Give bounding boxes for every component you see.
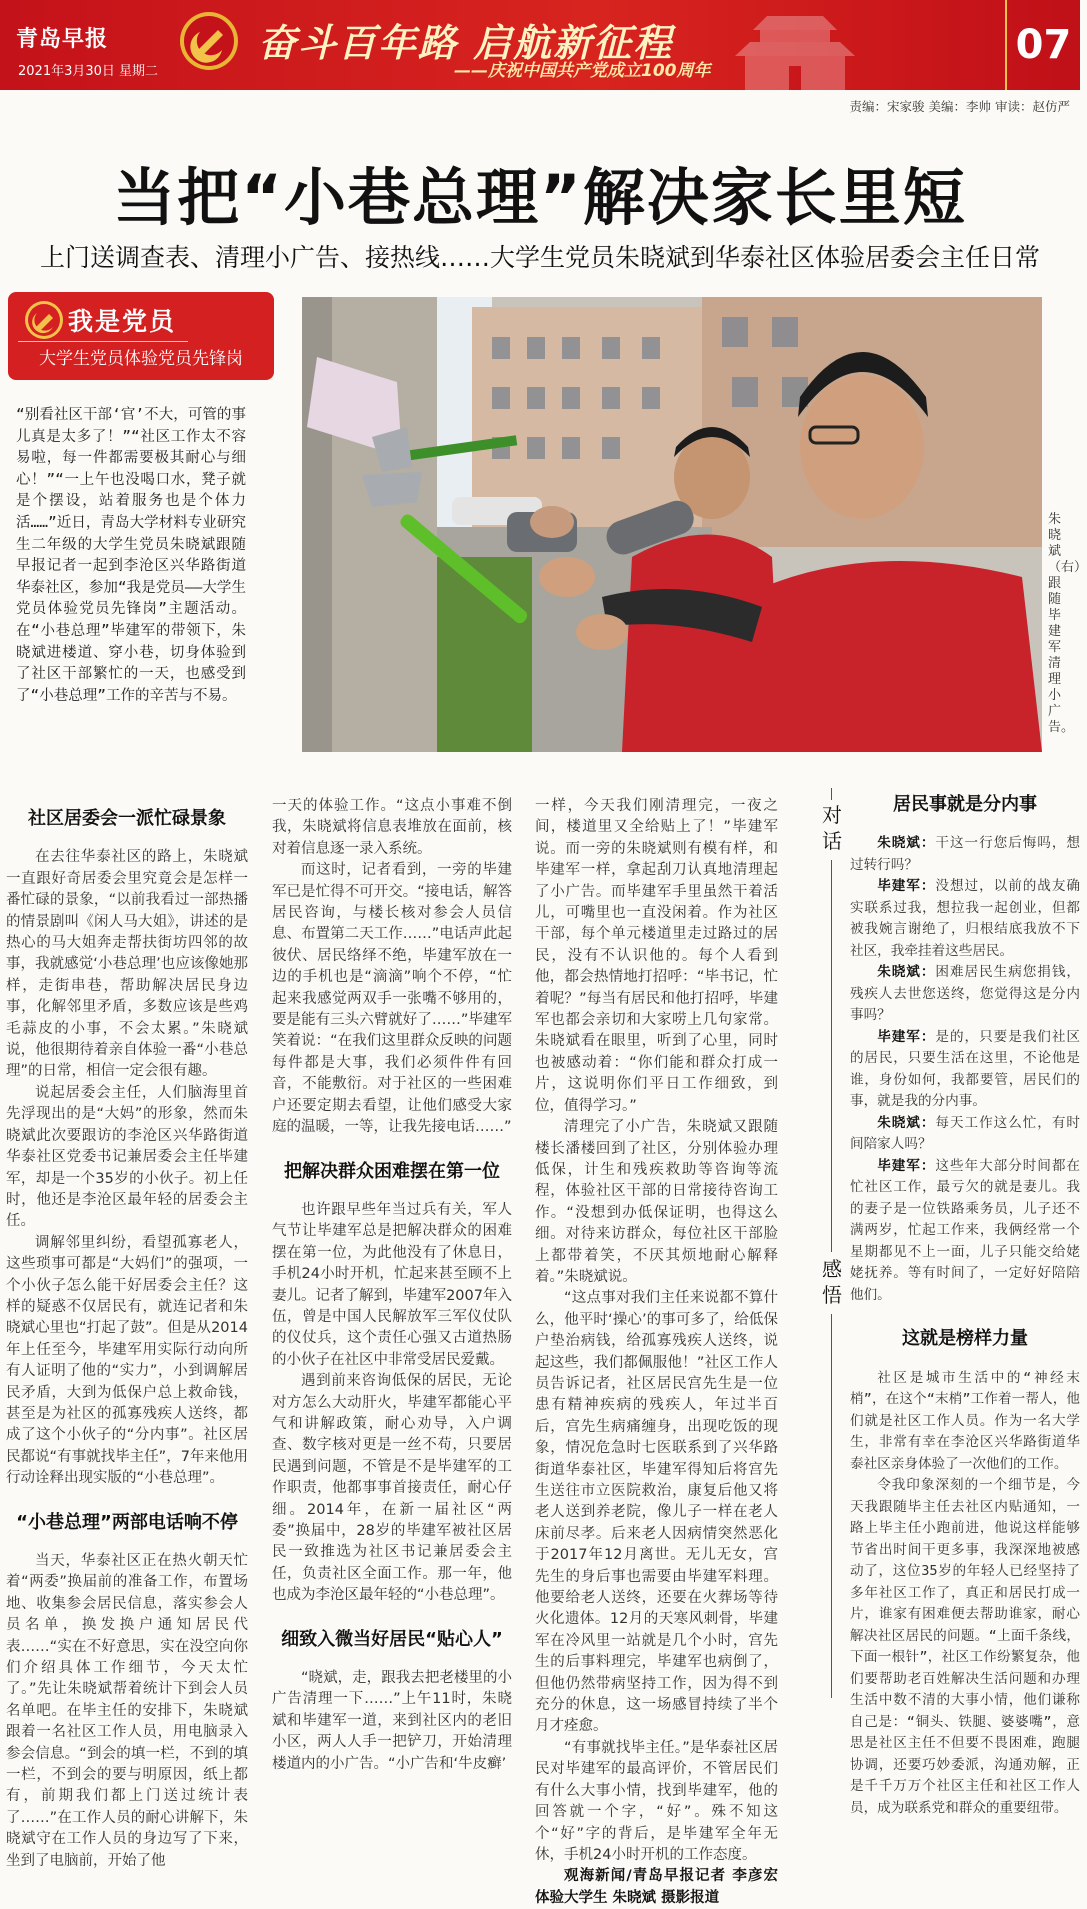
paragraph: 清理完了小广告，朱晓斌又跟随楼长潘楼回到了社区，分别体验办理低保，计生和残疾救助等咨询等流程，体验社区干部的日常接待咨询工作。“没想到办低保证明，也得这么细。对待来访群众，每位社区干部脸上都带着笑，不厌其烦地耐心解释着。”朱晓斌说。 [535, 1119, 778, 1285]
section-heading: 细致入微当好居民“贴心人” [281, 1628, 503, 1650]
paragraph: 而这时，记者看到，一旁的毕建军已是忙得不可开交。“接电话，解答居民咨询，与楼长核对参会人员信息、布置第二天工作……”电话声此起彼伏、居民络绎不绝，毕建军放在一边的手机也是“滴滴”响个不停，“忙起来我感觉两双手一张嘴不够用的，要是能有三头六臂就好了……”毕建军笑着说：“在我们这里群众反映的问题每件都是大事，我们必须件件有回音，不能敷衍。对于社区的一些困难户还要定期去看望，让他们感受大家庭的温暖，一等，让我先接电话……” [272, 862, 512, 1136]
paragraph: “晓斌，走，跟我去把老楼里的小广告清理一下……”上午11时，朱晓斌和毕建军一道，来到社区内的老旧小区，两人人手一把铲刀，开始清理楼道内的小广告。“小广告和‘牛皮癣’ [272, 1670, 512, 1772]
section-heading: 居民事就是分内事 [893, 794, 1037, 815]
paragraph: 也许跟早些年当过兵有关，军人气节让毕建军总是把解决群众的困难摆在第一位，为此他没有了休息日，手机24小时开机，忙起来甚至顾不上妻儿。记者了解到，毕建军2007年入伍，曾是中国人民解放军三军仪仗队的仪仗兵，这个责任心强又古道热肠的小伙子在社区中非常受居民爱戴。 [272, 1201, 512, 1368]
section-heading: 社区居委会一派忙碌景象 [28, 808, 226, 829]
masthead [0, 0, 1080, 90]
article-column-2 [272, 796, 512, 1772]
paragraph: 社区是城市生活中的“神经末梢”，在这个“末梢”工作着一帮人，他们就是社区工作人员。作为一名大学生，非常有幸在李沧区兴华路街道华泰社区亲身体验了一次他们的工作。 [850, 1369, 1080, 1472]
divider-line [831, 1314, 832, 1698]
article-column-3 [535, 796, 778, 1906]
paragraph: 在去往华泰社区的路上，朱晓斌一直跟好奇居委会里究竟会是怎样一番忙碌的景象，“以前我看过一部热播的情景剧叫《闲人马大姐》，讲述的是热心的马大姐奔走帮扶街坊四邻的故事，我就感觉‘小巷总理’也应该像她那样，走街串巷，帮助解决居民身边事，化解邻里矛盾，多数应该是些鸡毛蒜皮的小事，不会太累。”朱晓斌说，他很期待着亲自体验一番“小巷总理”的日常，相信一定会很有趣。 [6, 849, 248, 1080]
sub-slogan: ——庆祝中国共产党成立100周年 [454, 61, 711, 81]
divider-line [831, 860, 832, 1240]
lede-paragraph: “别看社区干部‘官’不大，可管的事儿真是太多了！”“社区工作太不容易啦，每一件都需要极其耐心与细心！”“一上午也没喝口水，凳子就是个摆设，站着服务也是个体力活……”近日，青岛大学材料专业研究生二年级的大学生党员朱晓斌跟随早报记者一起到李沧区兴华路街道华泰社区，参加“我是党员——大学生党员体验党员先锋岗”主题活动。在“小巷总理”毕建军的带领下，朱晓斌进楼道、穿小巷，切身体验到了社区干部繁忙的一天，也感受到了“小巷总理”工作的辛苦与不易。 [16, 407, 246, 704]
headline: 当把“小巷总理”解决家长里短 [113, 161, 967, 234]
tiananmen-gate-icon [725, 4, 865, 90]
page-number: 07 [1005, 0, 1080, 90]
divider-line [831, 1240, 832, 1252]
paragraph: 当天，华泰社区正在热火朝天忙着“两委”换届前的准备工作，布置场地、收集参会居民信息，落实参会人员名单，换发换户通知居民代表……“实在不好意思，实在没空向你们介绍具体工作细节，今天太忙了。”先让朱晓斌帮着统计下到会人员名单吧。在毕主任的安排下，朱晓斌跟着一名社区工作人员，用电脑录入参会信息。“到会的填一栏，不到的填一栏，不到会的要与明原因，纸上都有，前期我们都上门送过统计表了……”在工作人员的耐心讲解下，朱晓斌守在工作人员的身边写了下来，坐到了电脑前，开始了他 [6, 1553, 248, 1869]
byline: 观海新闻/青岛早报记者 李彦宏 体验大学生 朱晓斌 摄影报道 [535, 1868, 778, 1906]
section-badge [8, 292, 274, 380]
dialogue-line: 朱晓斌：困难居民生病您捐钱，残疾人去世您送终，您觉得这是分内事吗？ [850, 964, 1081, 1024]
dialogue-label: 对话 [822, 803, 842, 853]
news-photo [302, 297, 1042, 752]
party-emblem-icon [178, 10, 240, 72]
paragraph: 令我印象深刻的一个细节是，今天我跟随毕主任去社区内贴通知，一路上毕主任小跑前进，他说这样能够节省出时间干更多事，我深深地被感动了，这位35岁的年轻人已经坚持了多年社区工作了，真正和居民打成一片，谁家有困难便去帮助谁家，耐心解决社区居民的问题。“上面千条线，下面一根针”，社区工作纷繁复杂，他们要帮助老百姓解决生活问题和办理生活中数不清的大事小情，他们谦称自己是：“铜头、铁腿、婆婆嘴”，意思是社区主任不但要不畏困难，跑腿协调，还要巧妙委派，沟通劝解，正是千千万万个社区主任和社区工作人员，成为联系党和群众的重要纽带。 [850, 1477, 1080, 1816]
newspaper-name: 青岛早报 [16, 27, 109, 52]
dialogue-line: 毕建军：是的，只要是我们社区的居民，只要生活在这里，不论他是谁，身份如何，我都要管，居民们的事，就是我的分内事。 [850, 1028, 1081, 1110]
subheadline: 上门送调查表、清理小广告、接热线……大学生党员朱晓斌到华泰社区体验居委会主任日常 [39, 243, 1040, 272]
paragraph: 调解邻里纠纷，看望孤寡老人，这些琐事可都是“大妈们”的强项，一个小伙子怎么能干好居委会主任？这样的疑惑不仅居民有，就连记者和朱晓斌心里也“打起了鼓”。但是从2014年上任至今，毕建军用实际行动向所有人证明了他的“实力”，小到调解居民矛盾，大到为低保户总上救命钱，甚至是为社区的孤寡残疾人送终，都成了这个小伙子的“分内事”。社区居民都说“有事就找毕主任”，7年来他用行动诠释出现实版的“小巷总理”。 [6, 1234, 248, 1487]
paragraph: 一样，今天我们刚清理完，一夜之间，楼道里又全给贴上了！”毕建军说。而一旁的朱晓斌则有模有样，和毕建军一样，拿起刮刀认真地清理起了小广告。而毕建军手里虽然干着活儿，可嘴里也一直没闲着。作为社区干部，每个单元楼道里走过路过的居民，没有不认识他的。每个人看到他，都会热情地打招呼：“毕书记，忙着呢？”每当有居民和他打招呼，毕建军也都会亲切和大家唠上几句家常。朱晓斌看在眼里，听到了心里，同时也被感动着：“你们能和群众打成一片，这说明你们平日工作细致，到位，值得学习。” [535, 798, 778, 1114]
section-heading: 这就是榜样力量 [902, 1328, 1028, 1350]
hammer-sickle-icon [24, 300, 64, 340]
paragraph: “这点事对我们主任来说都不算什么，他平时‘操心’的事可多了，给低保户垫治病钱，给孤寡残疾人送终，说起这些，我们都佩服他！”社区工作人员告诉记者，社区居民宫先生是一位患有精神疾病的残疾人，年过半百后，宫先生病痛缠身，出现吃饭的现象，情况危急时七医联系到了兴华路街道华泰社区，毕建军得知后将宫先生送往市立医院救治，康复后他又将老人送到养老院，像儿子一样在老人床前尽孝。后来老人因病情突然恶化于2017年12月离世。无儿无女，宫先生的身后事也需要由毕建军料理。他要给老人送终，还要在火葬场等待火化遗体。12月的天寒风刺骨，毕建军在冷风里一站就是几个小时，宫先生的后事料理完，毕建军也病倒了，但他仍然带病坚持工作，因为得不到充分的休息，这一场感冒持续了半个月才痊愈。 [535, 1290, 778, 1735]
section-heading: 把解决群众困难摆在第一位 [284, 1160, 500, 1182]
section-subtitle: 大学生党员体验党员先锋岗 [39, 349, 243, 369]
sidebar-column [850, 794, 1081, 1816]
paragraph: 一天的体验工作。“这点小事难不倒我，朱晓斌将信息表堆放在面前，核对着信息逐一录入系统。 [272, 798, 512, 857]
photo-caption: 朱晓斌（右）跟随毕建军清理小广告。 [1048, 512, 1087, 735]
reflection-label: 感悟 [822, 1257, 842, 1307]
section-title: 我是党员 [68, 302, 176, 338]
paragraph: 遇到前来咨询低保的居民，无论对方怎么大动肝火，毕建军都能心平气和讲解政策，耐心劝导，入户调查、数字核对更是一丝不苟，只要居民遇到问题，不管是不是毕建军的工作职责，他都事事首接责任，耐心仔细。2014年，在新一届社区“两委”换届中，28岁的毕建军被社区居民一致推选为社区书记兼居委会主任，负责社区全面工作。那一年，他也成为李沧区最年轻的“小巷总理”。 [272, 1373, 512, 1604]
dialogue-line: 毕建军：没想过，以前的战友确实联系过我，想拉我一起创业，但都被我婉言谢绝了，归根结底我放不下社区，我牵挂着这些居民。 [850, 878, 1081, 959]
editor-credits: 责编：宋家骏 美编：李帅 审读：赵仿严 [849, 99, 1070, 114]
section-heading: “小巷总理”两部电话响不停 [16, 1511, 238, 1533]
divider-line [831, 788, 832, 800]
issue-date: 2021年3月30日 星期二 [18, 64, 159, 79]
paragraph: “有事就找毕主任。”是华泰社区居民对毕建军的最高评价，不管居民们有什么大事小情，找到毕建军，他的回答就一个字，“好”。殊不知这个“好”字的背后，是毕建军全年无休，手机24小时开机的工作态度。 [535, 1739, 778, 1863]
paragraph: 说起居委会主任，人们脑海里首先浮现出的是“大妈”的形象，然而朱晓斌此次要跟访的李沧区兴华路街道华泰社区党委书记兼居委会主任毕建军，却是一个35岁的小伙子。初上任时，他还是李沧区最年轻的居委会主任。 [6, 1084, 248, 1230]
dialogue-line: 朱晓斌：干这一行您后悔吗，想过转行吗？ [850, 835, 1081, 873]
dialogue-line: 毕建军：这些年大部分时间都在忙社区工作，最亏欠的就是妻儿。我的妻子是一位铁路乘务员，儿子还不满两岁，忙起工作来，我俩经常一个星期都见不上一面，儿子只能交给姥姥抚养。等有时间了，一定好好陪陪他们。 [850, 1157, 1081, 1303]
article-column-1 [6, 808, 248, 1869]
slogan: 奋斗百年路 启航新征程 [258, 21, 674, 65]
dialogue-line: 朱晓斌：每天工作这么忙，有时间陪家人吗？ [850, 1114, 1081, 1153]
